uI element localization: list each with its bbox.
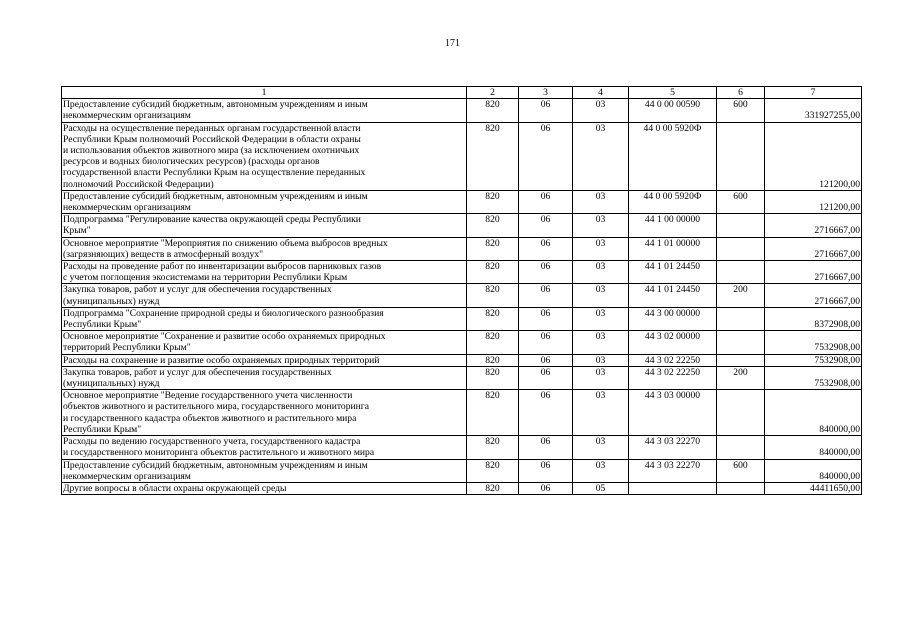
expense-name-cell <box>62 436 467 459</box>
target-item-code-cell: 44 3 02 22250 <box>629 354 717 366</box>
table-row <box>62 366 862 389</box>
expense-name-cell <box>62 390 467 436</box>
budget-table <box>61 86 862 495</box>
amount-cell: 840000,00 <box>765 390 862 436</box>
amount-cell: 7532908,00 <box>765 354 862 366</box>
expense-type-code-cell <box>717 261 765 284</box>
expense-type-code-cell <box>717 482 765 494</box>
expense-name-line: Основное мероприятие "Ведение государственного учета численности <box>63 390 353 402</box>
expense-type-code-cell: 200 <box>717 284 765 307</box>
expense-type-code-cell: 200 <box>717 366 765 389</box>
expense-name-line: Предоставление субсидий бюджетным, автономным учреждениям и иным <box>63 99 368 111</box>
table-header-row <box>62 87 862 99</box>
amount-cell: 840000,00 <box>765 459 862 482</box>
section-code-cell: 06 <box>519 459 573 482</box>
subsection-code-cell: 03 <box>573 122 629 190</box>
section-code-cell: 06 <box>519 122 573 190</box>
subsection-code-cell: 03 <box>573 436 629 459</box>
expense-name-line: государственной власти Республики Крым на осуществление переданных <box>63 167 366 179</box>
expense-type-code-cell <box>717 354 765 366</box>
amount-cell: 7532908,00 <box>765 331 862 354</box>
amount-cell: 840000,00 <box>765 436 862 459</box>
table-row <box>62 354 862 366</box>
amount-cell: 2716667,00 <box>765 214 862 237</box>
expense-name-line: Закупка товаров, работ и услуг для обеспечения государственных <box>63 366 332 378</box>
expense-name-line: Республики Крым" <box>63 319 142 331</box>
expense-name-cell <box>62 284 467 307</box>
ministry-code-cell: 820 <box>467 214 519 237</box>
amount-cell: 7532908,00 <box>765 366 862 389</box>
target-item-code-cell: 44 1 01 24450 <box>629 261 717 284</box>
section-code-cell: 06 <box>519 331 573 354</box>
expense-name-cell <box>62 214 467 237</box>
expense-name-line: и государственного мониторинга объектов растительного и животного мира <box>63 447 375 459</box>
target-item-code-cell: 44 3 03 00000 <box>629 390 717 436</box>
ministry-code-cell: 820 <box>467 366 519 389</box>
subsection-code-cell: 03 <box>573 390 629 436</box>
subsection-code-cell: 03 <box>573 261 629 284</box>
section-code-cell: 06 <box>519 366 573 389</box>
expense-name-line: Республики Крым" <box>63 423 142 435</box>
ministry-code-cell: 820 <box>467 459 519 482</box>
subsection-code-cell: 03 <box>573 214 629 237</box>
amount-cell: 2716667,00 <box>765 237 862 260</box>
expense-name-cell <box>62 190 467 213</box>
column-header: 7 <box>765 87 862 99</box>
table-row <box>62 459 862 482</box>
target-item-code-cell: 44 3 03 22270 <box>629 436 717 459</box>
expense-name-cell <box>62 122 467 190</box>
target-item-code-cell <box>629 482 717 494</box>
subsection-code-cell: 03 <box>573 284 629 307</box>
expense-name-line: объектов животного и растительного мира, государственного мониторинга <box>63 401 369 413</box>
table-row <box>62 122 862 190</box>
column-header: 4 <box>573 87 629 99</box>
section-code-cell: 06 <box>519 190 573 213</box>
expense-name-line: и использования объектов животного мира (за исключением охотничьих <box>63 145 360 157</box>
expense-name-cell <box>62 459 467 482</box>
subsection-code-cell: 03 <box>573 459 629 482</box>
amount-cell: 2716667,00 <box>765 261 862 284</box>
subsection-code-cell: 03 <box>573 354 629 366</box>
expense-type-code-cell: 600 <box>717 459 765 482</box>
target-item-code-cell: 44 3 03 22270 <box>629 459 717 482</box>
page-number: 171 <box>445 38 460 49</box>
section-code-cell: 06 <box>519 284 573 307</box>
table-row <box>62 261 862 284</box>
expense-name-cell <box>62 307 467 330</box>
ministry-code-cell: 820 <box>467 261 519 284</box>
expense-type-code-cell: 600 <box>717 99 765 122</box>
expense-type-code-cell <box>717 436 765 459</box>
expense-name-line: (загрязняющих) веществ в атмосферный воздух" <box>63 248 264 260</box>
target-item-code-cell: 44 3 02 00000 <box>629 331 717 354</box>
table-row <box>62 482 862 494</box>
target-item-code-cell: 44 0 00 5920Ф <box>629 122 717 190</box>
amount-cell: 44411650,00 <box>765 482 862 494</box>
ministry-code-cell: 820 <box>467 331 519 354</box>
table-row <box>62 214 862 237</box>
target-item-code-cell: 44 3 00 00000 <box>629 307 717 330</box>
target-item-code-cell: 44 1 00 00000 <box>629 214 717 237</box>
expense-type-code-cell <box>717 390 765 436</box>
ministry-code-cell: 820 <box>467 354 519 366</box>
ministry-code-cell: 820 <box>467 190 519 213</box>
ministry-code-cell: 820 <box>467 122 519 190</box>
table-row <box>62 331 862 354</box>
subsection-code-cell: 05 <box>573 482 629 494</box>
table-row <box>62 436 862 459</box>
target-item-code-cell: 44 0 00 5920Ф <box>629 190 717 213</box>
expense-name-line: Расходы на сохранение и развитие особо охраняемых природных территорий <box>63 354 380 366</box>
target-item-code-cell: 44 0 00 00590 <box>629 99 717 122</box>
expense-name-line: Основное мероприятие "Мероприятия по снижению объема выбросов вредных <box>63 237 388 249</box>
expense-name-line: Закупка товаров, работ и услуг для обеспечения государственных <box>63 284 332 296</box>
expense-type-code-cell <box>717 331 765 354</box>
section-code-cell: 06 <box>519 390 573 436</box>
expense-name-line: и государственного кадастра объектов животного и растительного мира <box>63 412 357 424</box>
ministry-code-cell: 820 <box>467 436 519 459</box>
section-code-cell: 06 <box>519 436 573 459</box>
subsection-code-cell: 03 <box>573 307 629 330</box>
section-code-cell: 06 <box>519 261 573 284</box>
expense-name-line: Предоставление субсидий бюджетным, автономным учреждениям и иным <box>63 190 368 202</box>
expense-name-cell <box>62 261 467 284</box>
column-header: 2 <box>467 87 519 99</box>
amount-cell: 121200,00 <box>765 190 862 213</box>
section-code-cell: 06 <box>519 237 573 260</box>
expense-name-line: Расходы по ведению государственного учета, государственного кадастра <box>63 436 361 448</box>
ministry-code-cell: 820 <box>467 284 519 307</box>
expense-name-cell <box>62 237 467 260</box>
ministry-code-cell: 820 <box>467 390 519 436</box>
subsection-code-cell: 03 <box>573 366 629 389</box>
expense-name-cell <box>62 482 467 494</box>
table-row <box>62 284 862 307</box>
section-code-cell: 06 <box>519 99 573 122</box>
expense-name-line: некоммерческим организациям <box>63 110 191 122</box>
expense-name-line: некоммерческим организациям <box>63 470 191 482</box>
expense-name-cell <box>62 331 467 354</box>
expense-name-line: полномочий Российской Федерации) <box>63 178 214 190</box>
expense-name-line: Подпрограмма "Сохранение природной среды и биологического разнообразия <box>63 307 384 319</box>
column-header: 5 <box>629 87 717 99</box>
expense-name-line: (муниципальных) нужд <box>63 295 160 307</box>
section-code-cell: 06 <box>519 354 573 366</box>
expense-name-line: с учетом поглощения экосистемами на территории Республики Крым <box>63 272 348 284</box>
expense-name-line: территорий Республики Крым" <box>63 342 191 354</box>
target-item-code-cell: 44 1 01 24450 <box>629 284 717 307</box>
target-item-code-cell: 44 1 01 00000 <box>629 237 717 260</box>
table-row <box>62 237 862 260</box>
expense-name-line: Другие вопросы в области охраны окружающей среды <box>63 482 287 494</box>
expense-type-code-cell: 600 <box>717 190 765 213</box>
expense-name-cell <box>62 99 467 122</box>
subsection-code-cell: 03 <box>573 190 629 213</box>
expense-name-line: Основное мероприятие "Сохранение и развитие особо охраняемых природных <box>63 331 386 343</box>
column-header: 1 <box>62 87 467 99</box>
expense-type-code-cell <box>717 307 765 330</box>
table-row <box>62 390 862 436</box>
ministry-code-cell: 820 <box>467 99 519 122</box>
ministry-code-cell: 820 <box>467 237 519 260</box>
column-header: 3 <box>519 87 573 99</box>
amount-cell: 2716667,00 <box>765 284 862 307</box>
expense-name-line: Крым" <box>63 225 91 237</box>
section-code-cell: 06 <box>519 482 573 494</box>
expense-type-code-cell <box>717 237 765 260</box>
expense-name-line: ресурсов и водных биологических ресурсов) (расходы органов <box>63 156 320 168</box>
expense-name-cell <box>62 354 467 366</box>
expense-name-line: Республики Крым полномочий Российской Федерации в области охраны <box>63 133 361 145</box>
expense-name-line: (муниципальных) нужд <box>63 378 160 390</box>
subsection-code-cell: 03 <box>573 237 629 260</box>
expense-name-cell <box>62 366 467 389</box>
expense-name-line: некоммерческим организациям <box>63 202 191 214</box>
amount-cell: 8372908,00 <box>765 307 862 330</box>
table-row <box>62 99 862 122</box>
section-code-cell: 06 <box>519 307 573 330</box>
amount-cell: 121200,00 <box>765 122 862 190</box>
subsection-code-cell: 03 <box>573 331 629 354</box>
expense-name-line: Расходы на проведение работ по инвентаризации выбросов парниковых газов <box>63 261 382 273</box>
subsection-code-cell: 03 <box>573 99 629 122</box>
target-item-code-cell: 44 3 02 22250 <box>629 366 717 389</box>
column-header: 6 <box>717 87 765 99</box>
ministry-code-cell: 820 <box>467 482 519 494</box>
amount-cell: 331927255,00 <box>765 99 862 122</box>
table-row <box>62 190 862 213</box>
section-code-cell: 06 <box>519 214 573 237</box>
expense-type-code-cell <box>717 214 765 237</box>
ministry-code-cell: 820 <box>467 307 519 330</box>
expense-name-line: Расходы на осуществление переданных органам государственной власти <box>63 122 361 134</box>
expense-name-line: Подпрограмма "Регулирование качества окружающей среды Республики <box>63 214 361 226</box>
expense-type-code-cell <box>717 122 765 190</box>
table-row <box>62 307 862 330</box>
expense-name-line: Предоставление субсидий бюджетным, автономным учреждениям и иным <box>63 459 368 471</box>
